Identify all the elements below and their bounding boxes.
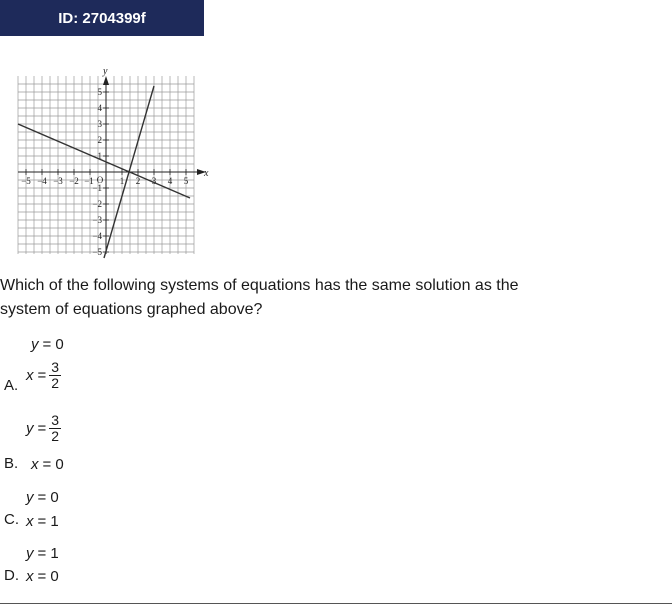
choice-c-line-1: [26, 489, 59, 506]
question-id-label: ID: 2704399f: [58, 9, 146, 27]
x-tick-label: 2: [135, 176, 141, 186]
variable: x: [31, 456, 39, 473]
y-axis-arrow: [103, 76, 109, 85]
x-tick-label: 4: [167, 176, 173, 186]
variable: y: [26, 420, 34, 437]
x-tick-label: −3: [53, 176, 63, 186]
choice-a-line-2: [26, 360, 61, 391]
equation-value: = 1: [37, 513, 59, 530]
y-tick-label: −1: [92, 183, 102, 193]
fraction: [49, 413, 61, 444]
origin-label: O: [96, 175, 104, 185]
choice-d-letter: D.: [4, 567, 19, 584]
choice-c-letter: C.: [4, 511, 19, 528]
fraction-denominator: 2: [51, 375, 60, 391]
choice-b-line-1: [26, 413, 61, 444]
variable: x: [26, 513, 34, 530]
x-tick-label: 5: [183, 176, 189, 186]
equation-value: = 0: [42, 336, 64, 353]
y-tick-label: −5: [92, 247, 102, 257]
y-tick-label: 2: [97, 135, 102, 145]
variable: x: [26, 568, 34, 585]
graph-line-negative-slope: [18, 124, 190, 198]
choice-a[interactable]: [0, 334, 120, 400]
question-text: Which of the following systems of equations has the same solution as the system of equations graphed above?: [0, 277, 519, 318]
variable: x: [26, 367, 34, 384]
choice-a-letter: A.: [4, 377, 19, 394]
fraction-numerator: 3: [51, 359, 60, 375]
choice-b-line-2: [31, 456, 64, 473]
y-tick-label: 5: [97, 87, 102, 97]
y-tick-label: 1: [97, 151, 102, 161]
variable: y: [31, 336, 39, 353]
fraction: [49, 360, 61, 391]
x-tick-label: 1: [119, 176, 125, 186]
variable: y: [26, 489, 34, 506]
equation-value: = 1: [37, 545, 59, 562]
question-id-badge: [0, 0, 204, 36]
fraction-numerator: 3: [51, 412, 60, 428]
equals-sign: =: [37, 420, 47, 437]
choice-c-line-2: [26, 513, 59, 530]
choice-b[interactable]: [0, 410, 120, 476]
y-tick-label: 3: [97, 119, 102, 129]
choice-d-line-1: [26, 545, 59, 562]
x-tick-label: −1: [84, 176, 94, 186]
y-tick-label: −3: [92, 215, 102, 225]
equation-value: = 0: [42, 456, 64, 473]
choice-b-letter: B.: [4, 455, 19, 472]
equation-value: = 0: [37, 489, 59, 506]
equation-value: = 0: [37, 568, 59, 585]
y-axis-label: y: [103, 66, 108, 77]
equals-sign: =: [37, 367, 47, 384]
choice-d[interactable]: [0, 545, 120, 591]
x-tick-label: −4: [37, 176, 47, 186]
x-axis-label: x: [204, 168, 209, 179]
coordinate-graph: [14, 62, 214, 262]
choice-a-line-1: [31, 336, 64, 353]
x-tick-label: −2: [69, 176, 79, 186]
variable: y: [26, 545, 34, 562]
y-tick-label: −4: [92, 231, 102, 241]
y-tick-label: −2: [92, 199, 102, 209]
fraction-denominator: 2: [51, 428, 60, 444]
choice-c[interactable]: [0, 489, 120, 535]
x-tick-label: 3: [151, 176, 157, 186]
choice-d-line-2: [26, 568, 59, 585]
bottom-divider: [0, 603, 672, 604]
y-tick-label: 4: [97, 103, 102, 113]
x-tick-label: −5: [21, 176, 31, 186]
